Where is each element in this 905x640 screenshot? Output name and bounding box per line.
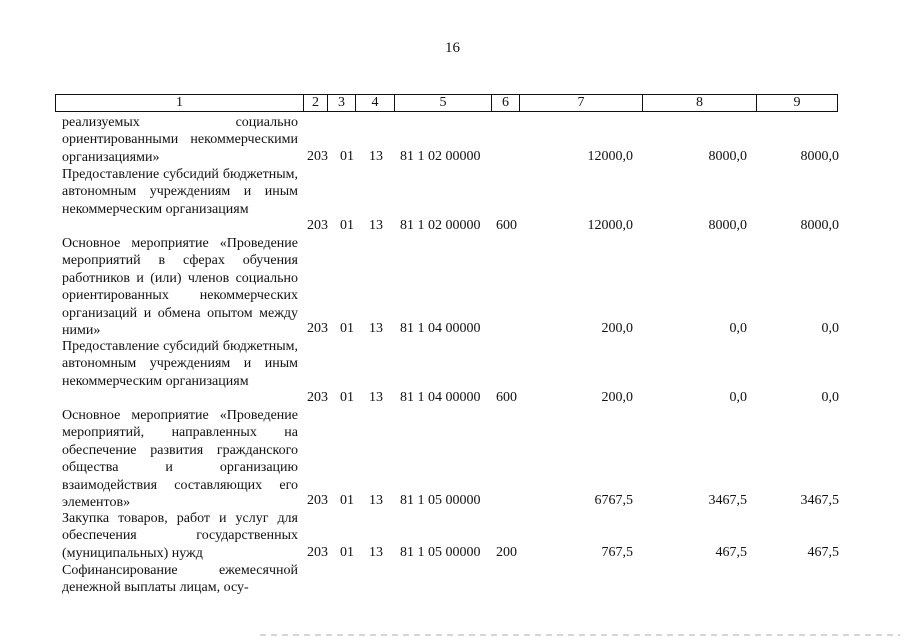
cell-col-2: 203 — [307, 390, 328, 405]
cell-col-9: 8000,0 — [800, 149, 839, 164]
cell-col-7: 200,0 — [601, 390, 633, 405]
cell-col-8: 8000,0 — [708, 149, 747, 164]
header-col-5: 5 — [394, 95, 491, 111]
cell-col-9: 0,0 — [821, 321, 839, 336]
cell-col-6: 600 — [496, 218, 517, 233]
cell-col-3: 01 — [340, 493, 354, 508]
cell-col-6: 200 — [496, 545, 517, 560]
cell-col-6: 600 — [496, 390, 517, 405]
cell-col-4: 13 — [369, 545, 383, 560]
cell-col-4: 13 — [369, 390, 383, 405]
cell-col-5: 81 1 02 00000 — [400, 218, 481, 233]
row-description: Закупка товаров, работ и услуг для обеспечения государственных (муниципальных) нужд — [62, 511, 298, 561]
cell-col-5: 81 1 02 00000 — [400, 149, 481, 164]
row-description: Основное мероприятие «Проведение мероприятий в сферах обучения работников и (или) членов социально ориентированных некоммерческих организаций и обмена опытом между ними» — [62, 236, 298, 339]
cell-col-5: 81 1 05 00000 — [400, 493, 481, 508]
header-col-1: 1 — [176, 95, 183, 110]
cell-col-7: 767,5 — [601, 545, 633, 560]
cell-col-2: 203 — [307, 218, 328, 233]
scan-artifact — [260, 634, 900, 636]
cell-col-5: 81 1 04 00000 — [400, 321, 481, 336]
cell-col-9: 0,0 — [821, 390, 839, 405]
row-description: Предоставление субсидий бюджетным, автономным учреждениям и иным некоммерческим организациям — [62, 339, 298, 389]
cell-col-5: 81 1 04 00000 — [400, 390, 481, 405]
header-col-6: 6 — [491, 95, 519, 111]
cell-col-4: 13 — [369, 149, 383, 164]
cell-col-7: 200,0 — [601, 321, 633, 336]
cell-col-8: 467,5 — [715, 545, 747, 560]
cell-col-2: 203 — [307, 321, 328, 336]
header-col-2: 2 — [303, 95, 327, 111]
cell-col-3: 01 — [340, 545, 354, 560]
cell-col-8: 8000,0 — [708, 218, 747, 233]
cell-col-9: 8000,0 — [800, 218, 839, 233]
cell-col-7: 12000,0 — [587, 218, 633, 233]
cell-col-9: 467,5 — [807, 545, 839, 560]
cell-col-2: 203 — [307, 545, 328, 560]
cell-col-8: 0,0 — [729, 390, 747, 405]
cell-col-4: 13 — [369, 493, 383, 508]
cell-col-8: 0,0 — [729, 321, 747, 336]
header-col-9: 9 — [756, 95, 837, 111]
row-description: Софинансирование ежемесячной денежной выплаты лицам, осу- — [62, 563, 298, 596]
cell-col-3: 01 — [340, 149, 354, 164]
row-description: Предоставление субсидий бюджетным, автономным учреждениям и иным некоммерческим организациям — [62, 167, 298, 217]
cell-col-2: 203 — [307, 493, 328, 508]
row-description: реализуемых социально ориентированными некоммерческими организациями» — [62, 115, 298, 165]
cell-col-7: 6767,5 — [594, 493, 633, 508]
header-col-7: 7 — [519, 95, 642, 111]
cell-col-4: 13 — [369, 218, 383, 233]
cell-col-3: 01 — [340, 390, 354, 405]
page-number: 16 — [445, 40, 460, 56]
header-col-3: 3 — [327, 95, 355, 111]
cell-col-7: 12000,0 — [587, 149, 633, 164]
cell-col-8: 3467,5 — [708, 493, 747, 508]
cell-col-2: 203 — [307, 149, 328, 164]
cell-col-3: 01 — [340, 321, 354, 336]
cell-col-4: 13 — [369, 321, 383, 336]
row-description: Основное мероприятие «Проведение мероприятий, направленных на обеспечение развития гражданского общества и организацию взаимодействия составляющих его элементов» — [62, 408, 298, 511]
cell-col-9: 3467,5 — [800, 493, 839, 508]
header-col-8: 8 — [642, 95, 756, 111]
cell-col-5: 81 1 05 00000 — [400, 545, 481, 560]
cell-col-3: 01 — [340, 218, 354, 233]
header-col-4: 4 — [355, 95, 394, 111]
